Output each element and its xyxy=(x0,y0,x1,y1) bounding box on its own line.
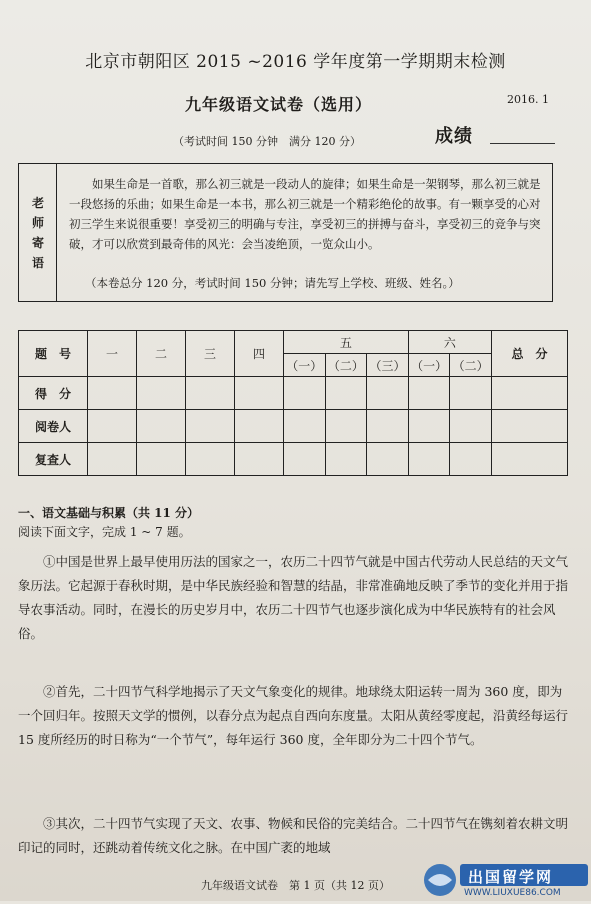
section-title: 一、语文基础与积累（共 11 分） xyxy=(18,506,200,520)
header-cell: 题 号 xyxy=(19,331,88,377)
table-row xyxy=(19,410,568,443)
section-instruction: 阅读下面文字，完成 1 ~ 7 题。 xyxy=(18,525,191,539)
header-cell: 六 xyxy=(408,331,491,354)
passage-paragraph: ③其次，二十四节气实现了天文、农事、物候和民俗的完美结合。二十四节气在镌刻着农耕文明印记的同时，还跳动着传统文化之脉。在中国广袤的地域 xyxy=(18,816,569,855)
header-cell: （二） xyxy=(325,354,367,377)
score-table xyxy=(18,330,568,476)
passage-paragraph: ②首先，二十四节气科学地揭示了天文气象变化的规律。地球绕太阳运转一周为 360 度，即为一个回归年。按照天文学的惯例，以春分点为起点自西向东度量。太阳从黄经零度起，沿黄经每运行 15 度所经历的时日称为“一个节气”，每年运行 360 度，全年即分为二十四个节气。 xyxy=(18,684,569,747)
teacher-note: （本卷总分 120 分，考试时间 150 分钟；请先写上学校、班级、姓名。） xyxy=(85,276,460,290)
header-cell: 四 xyxy=(235,331,284,377)
exam-subtitle: 九年级语文试卷（选用） xyxy=(185,95,373,114)
header-cell: （一） xyxy=(284,354,326,377)
side-char: 师 xyxy=(32,216,45,230)
header-cell: 三 xyxy=(186,331,235,377)
header-cell: 总 分 xyxy=(492,331,568,377)
teacher-message: 如果生命是一首歌，那么初三就是一段动人的旋律；如果生命是一架钢琴，那么初三就是一段悠扬的乐曲；如果生命是一本书，那么初三就是一个精彩绝伦的故事。有一颗享受的心对初三学生来说很重要！享受初三的明确与专注，享受初三的拼搏与奋斗，享受初三的竞争与突破，才可以欣赏到最奇伟的风光：会当凌绝顶，一览众山小。 xyxy=(69,177,541,251)
table-row xyxy=(19,377,568,410)
side-char: 语 xyxy=(32,256,45,270)
page-footer: 九年级语文试卷 第 1 页（共 12 页） xyxy=(201,879,390,892)
side-char: 老 xyxy=(32,196,45,210)
header-cell: （一） xyxy=(408,354,450,377)
header-cell: （三） xyxy=(367,354,409,377)
row-label: 阅卷人 xyxy=(19,410,88,443)
side-char: 寄 xyxy=(32,236,45,250)
watermark-text: 出国留学网 xyxy=(468,868,554,886)
header-cell: 一 xyxy=(88,331,137,377)
score-label: 成绩 xyxy=(435,126,473,147)
score-blank xyxy=(490,143,555,144)
teacher-message-box xyxy=(18,163,553,302)
header-cell: 五 xyxy=(284,331,409,354)
passage-paragraph: ①中国是世界上最早使用历法的国家之一，农历二十四节气就是中国古代劳动人民总结的天文气象历法。它起源于春秋时期，是中华民族经验和智慧的结晶，非常准确地反映了季节的变化并用于指导农事活动。同时，在漫长的历史岁月中，农历二十四节气也逐步演化成为中华民族特有的社会风俗。 xyxy=(18,554,569,641)
exam-info: （考试时间 150 分钟 满分 120 分） xyxy=(173,135,361,148)
watermark-url: WWW.LIUXUE86.COM xyxy=(464,888,561,898)
teacher-message-side xyxy=(19,164,57,301)
exam-date: 2016. 1 xyxy=(507,93,549,106)
header-cell: （二） xyxy=(450,354,492,377)
row-label: 复查人 xyxy=(19,443,88,476)
row-label: 得 分 xyxy=(19,377,88,410)
exam-title: 北京市朝阳区 2015 ~2016 学年度第一学期期末检测 xyxy=(85,52,506,72)
header-cell: 二 xyxy=(137,331,186,377)
table-row xyxy=(19,443,568,476)
watermark-logo xyxy=(420,860,590,900)
